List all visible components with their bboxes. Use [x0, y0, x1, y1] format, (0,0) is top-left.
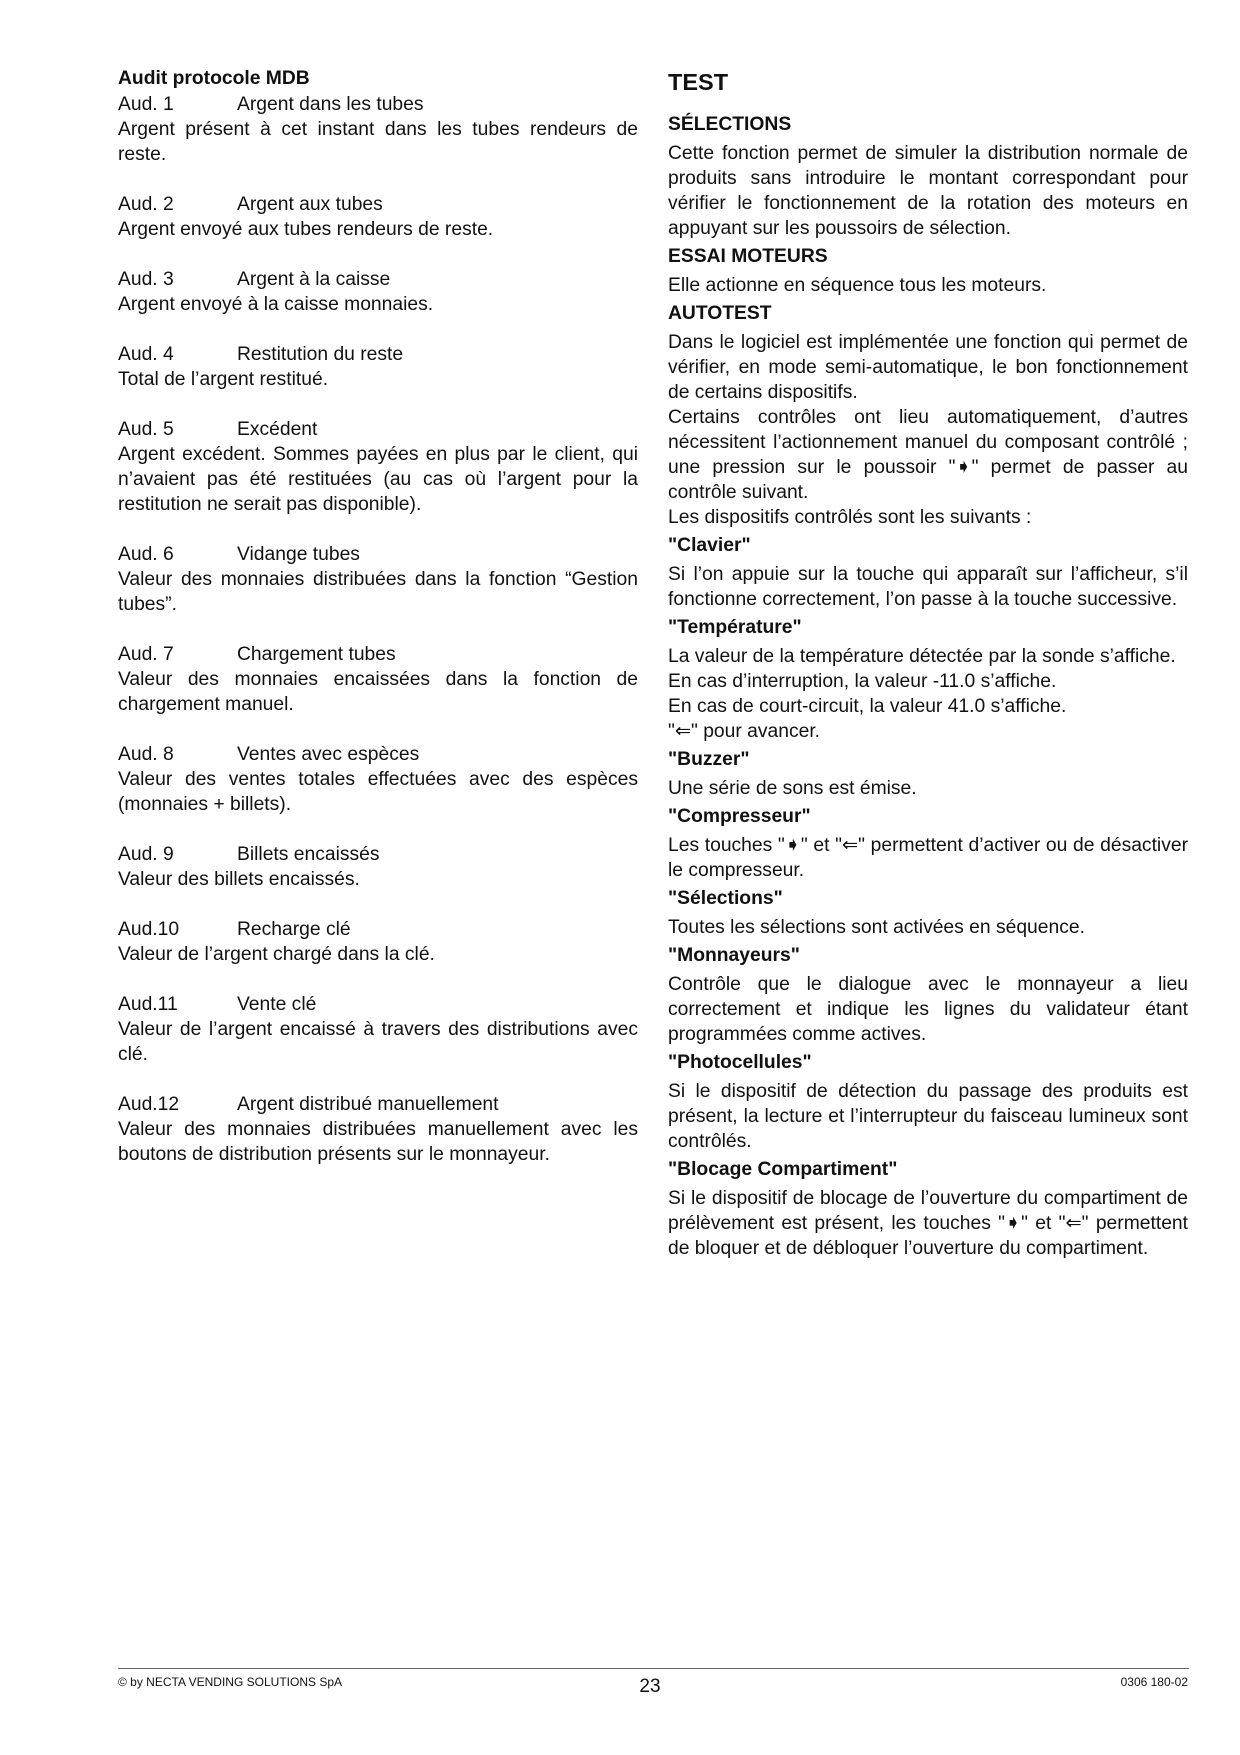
audit-name: Argent dans les tubes	[237, 94, 424, 115]
audit-entry	[118, 542, 638, 617]
audit-name: Vente clé	[237, 994, 317, 1015]
footer-divider	[118, 1668, 1189, 1669]
section-text: Contrôle que le dialogue avec le monnayeur a lieu correctement et indique les lignes du validateur étant programmées comme actives.	[668, 974, 1188, 1045]
section-title: "Température"	[668, 617, 802, 638]
section-text: Dans le logiciel est implémentée une fonction qui permet de vérifier, en mode semi-automatique, le bon fonctionnement de certains dispositifs.	[668, 332, 1188, 403]
audit-entry	[118, 742, 638, 817]
audit-entry	[118, 642, 638, 717]
audit-description: Valeur des monnaies encaissées dans la fonction de chargement manuel.	[118, 669, 638, 715]
section-selections-test	[668, 886, 1188, 940]
audit-code: Aud. 5	[118, 419, 174, 440]
section-text: En cas de court-circuit, la valeur 41.0 s’affiche.	[668, 696, 1067, 717]
audit-name: Restitution du reste	[237, 344, 404, 365]
section-text: "⇐" pour avancer.	[668, 721, 821, 742]
audit-code: Aud. 6	[118, 544, 174, 565]
audit-name: Vidange tubes	[237, 544, 360, 565]
audit-entry-header	[118, 92, 638, 117]
audit-code: Aud. 9	[118, 844, 174, 865]
section-text: Les touches "➧" et "⇐" permettent d’activer ou de désactiver le compresseur.	[668, 835, 1188, 881]
audit-code: Aud.11	[118, 994, 178, 1015]
section-title: "Buzzer"	[668, 749, 750, 770]
footer-copyright: © by NECTA VENDING SOLUTIONS SpA	[118, 1675, 343, 1689]
section-title: "Monnayeurs"	[668, 945, 800, 966]
test-title: TEST	[668, 69, 729, 95]
section-blocage-compartiment	[668, 1157, 1188, 1261]
audit-name: Argent aux tubes	[237, 194, 383, 215]
audit-entry	[118, 417, 638, 517]
section-text: Les dispositifs contrôlés sont les suivants :	[668, 507, 1032, 528]
audit-entry-header	[118, 267, 638, 292]
section-text: Certains contrôles ont lieu automatiquement, d’autres nécessitent l’actionnement manuel du composant contrôlé ; une pression sur le poussoir "➧" permet de passer au contrôle suivant.	[668, 407, 1188, 503]
audit-entry-header	[118, 742, 638, 767]
document-code: 0306 180-02	[1120, 1675, 1188, 1689]
audit-entry-header	[118, 342, 638, 367]
audit-code: Aud. 4	[118, 344, 174, 365]
audit-name: Argent distribué manuellement	[237, 1094, 499, 1115]
audit-name: Ventes avec espèces	[237, 744, 420, 765]
audit-entry-header	[118, 1092, 638, 1117]
audit-code: Aud.10	[118, 919, 180, 940]
section-text: Cette fonction permet de simuler la distribution normale de produits sans introduire le montant correspondant pour vérifier le fonctionnement de la rotation des moteurs en appuyant sur les poussoirs de sélection.	[668, 143, 1188, 239]
audit-description: Valeur des ventes totales effectuées avec des espèces (monnaies + billets).	[118, 769, 638, 815]
section-autotest	[668, 301, 1188, 530]
audit-entry	[118, 842, 638, 892]
section-title: AUTOTEST	[668, 303, 772, 324]
audit-entry-header	[118, 417, 638, 442]
right-column	[668, 66, 1188, 1264]
section-text: Si le dispositif de détection du passage des produits est présent, la lecture et l’interrupteur du faisceau lumineux sont contrôlés.	[668, 1081, 1188, 1152]
section-title: "Sélections"	[668, 888, 783, 909]
audit-description: Valeur de l’argent encaissé à travers des distributions avec clé.	[118, 1019, 638, 1065]
audit-entry	[118, 192, 638, 242]
audit-code: Aud. 3	[118, 269, 174, 290]
section-text: Toutes les sélections sont activées en séquence.	[668, 917, 1085, 938]
audit-description: Total de l’argent restitué.	[118, 369, 329, 390]
section-text: Si l’on appuie sur la touche qui apparaît sur l’afficheur, s’il fonctionne correctement, l’on passe à la touche successive.	[668, 564, 1188, 610]
audit-title: Audit protocole MDB	[118, 68, 310, 89]
audit-entry-header	[118, 542, 638, 567]
audit-description: Valeur des billets encaissés.	[118, 869, 360, 890]
audit-name: Argent à la caisse	[237, 269, 391, 290]
section-photocellules	[668, 1050, 1188, 1154]
audit-description: Valeur des monnaies distribuées manuellement avec les boutons de distribution présents sur le monnayeur.	[118, 1119, 638, 1165]
audit-entry-header	[118, 992, 638, 1017]
section-text: Une série de sons est émise.	[668, 778, 917, 799]
audit-entry-header	[118, 642, 638, 667]
audit-entry	[118, 917, 638, 967]
audit-description: Argent envoyé aux tubes rendeurs de reste.	[118, 219, 494, 240]
section-selections	[668, 112, 1188, 241]
section-title: SÉLECTIONS	[668, 114, 792, 135]
section-title: "Clavier"	[668, 535, 751, 556]
section-text: Elle actionne en séquence tous les moteurs.	[668, 275, 1047, 296]
audit-code: Aud.12	[118, 1094, 180, 1115]
audit-description: Argent excédent. Sommes payées en plus par le client, qui n’avaient pas été restituées (au cas où l’argent pour la restitution ne serait pas disponible).	[118, 444, 638, 515]
section-clavier	[668, 533, 1188, 612]
audit-code: Aud. 2	[118, 194, 174, 215]
audit-code: Aud. 1	[118, 94, 174, 115]
audit-name: Billets encaissés	[237, 844, 380, 865]
audit-entry-header	[118, 842, 638, 867]
section-text: La valeur de la température détectée par la sonde s’affiche.	[668, 646, 1176, 667]
section-text: Si le dispositif de blocage de l’ouverture du compartiment de prélèvement est présent, les touches "➧" et "⇐" permettent de bloquer et de débloquer l’ouverture du compartiment.	[668, 1188, 1188, 1259]
section-title: ESSAI MOTEURS	[668, 246, 828, 267]
audit-code: Aud. 8	[118, 744, 174, 765]
section-title: "Blocage Compartiment"	[668, 1159, 898, 1180]
section-essai-moteurs	[668, 244, 1188, 298]
page-number: 23	[639, 1676, 661, 1697]
section-title: "Compresseur"	[668, 806, 811, 827]
audit-entry	[118, 1092, 638, 1167]
audit-name: Excédent	[237, 419, 318, 440]
left-column	[118, 66, 638, 1192]
audit-description: Argent présent à cet instant dans les tubes rendeurs de reste.	[118, 119, 638, 165]
audit-entry	[118, 92, 638, 167]
audit-description: Valeur des monnaies distribuées dans la fonction “Gestion tubes”.	[118, 569, 638, 615]
section-temperature	[668, 615, 1188, 744]
audit-entry-header	[118, 917, 638, 942]
audit-code: Aud. 7	[118, 644, 174, 665]
section-text: En cas d’interruption, la valeur -11.0 s’affiche.	[668, 671, 1057, 692]
audit-name: Chargement tubes	[237, 644, 396, 665]
audit-entry	[118, 267, 638, 317]
audit-entry-header	[118, 192, 638, 217]
audit-entry	[118, 992, 638, 1067]
audit-entry	[118, 342, 638, 392]
section-monnayeurs	[668, 943, 1188, 1047]
audit-list	[118, 92, 638, 1167]
audit-description: Argent envoyé à la caisse monnaies.	[118, 294, 434, 315]
audit-description: Valeur de l’argent chargé dans la clé.	[118, 944, 435, 965]
audit-name: Recharge clé	[237, 919, 351, 940]
section-title: "Photocellules"	[668, 1052, 812, 1073]
section-buzzer	[668, 747, 1188, 801]
section-compresseur	[668, 804, 1188, 883]
